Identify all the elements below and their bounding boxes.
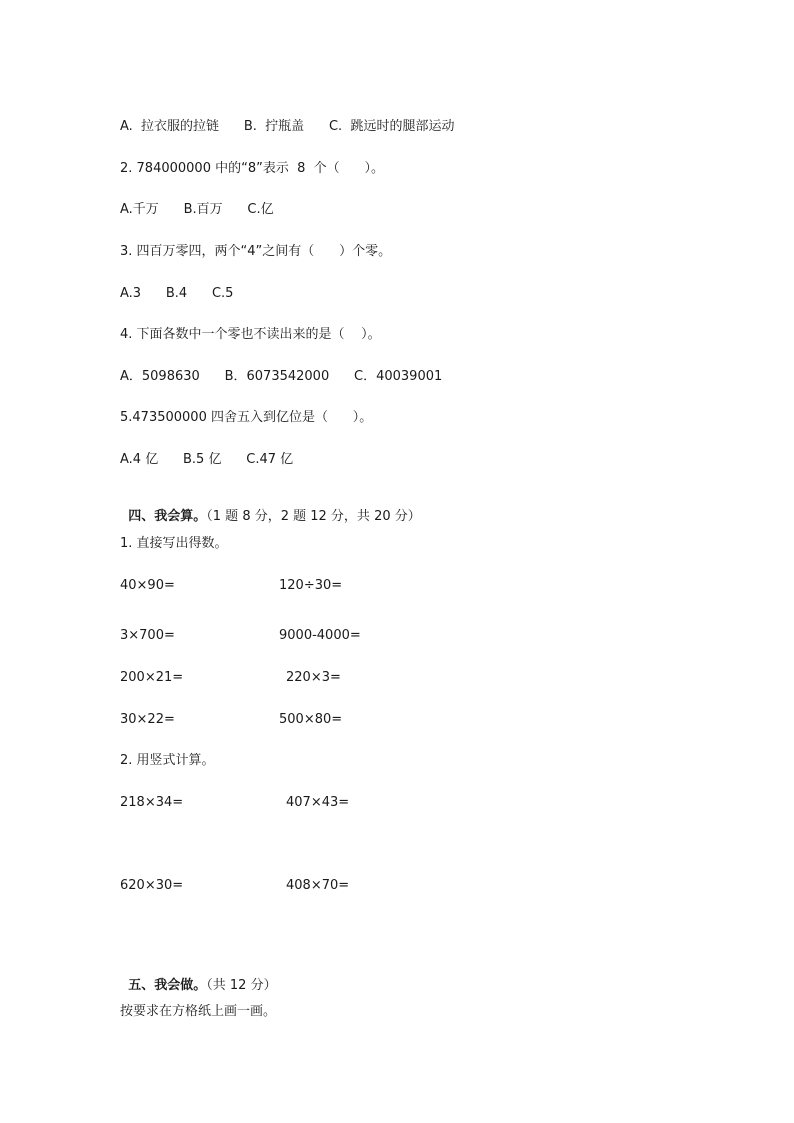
question-4: 4. 下面各数中一个零也不读出来的是（ ）。 [120, 327, 381, 342]
section-4-title: 四、我会算。 [128, 509, 207, 524]
oral-problem: 220×3= [286, 670, 341, 685]
section-4-part-1-title: 1. 直接写出得数。 [120, 536, 228, 551]
oral-problem: 9000-4000= [279, 628, 361, 643]
section-5-note: （共 12 分） [206, 978, 277, 993]
section-5-title: 五、我会做。 [128, 978, 207, 993]
q3-options: A.3 B.4 C.5 [120, 286, 234, 301]
oral-problem: 200×21= [120, 670, 184, 685]
section-4-part-2-title: 2. 用竖式计算。 [120, 753, 215, 768]
vertical-problem: 218×34= [120, 795, 184, 810]
question-5: 5.473500000 四舍五入到亿位是（ ）。 [120, 410, 373, 425]
oral-problem: 3×700= [120, 628, 175, 643]
oral-problem: 120÷30= [279, 578, 343, 593]
q4-options: A．5098630 B．6073542000 C．40039001 [120, 369, 443, 384]
oral-problem: 30×22= [120, 712, 175, 727]
section-4-heading [120, 493, 421, 525]
section-5-instruction: 按要求在方格纸上画一画。 [120, 1004, 277, 1019]
section-5-heading [120, 962, 277, 994]
question-3: 3. 四百万零四，两个“4”之间有（ ）个零。 [120, 244, 392, 259]
question-2: 2. 784000000 中的“8”表示 8 个（ ）。 [120, 161, 384, 176]
vertical-problem: 620×30= [120, 878, 184, 893]
vertical-problem: 408×70= [286, 878, 350, 893]
vertical-problem: 407×43= [286, 795, 350, 810]
oral-problem: 40×90= [120, 578, 175, 593]
q2-options: A.千万 B.百万 C.亿 [120, 202, 274, 217]
section-4-note: （1 题 8 分，2 题 12 分，共 20 分） [206, 509, 421, 524]
oral-problem: 500×80= [279, 712, 343, 727]
q5-options: A.4 亿 B.5 亿 C.47 亿 [120, 452, 294, 467]
q1-options: A. 拉衣服的拉链 B. 拧瓶盖 C. 跳远时的腿部运动 [120, 119, 455, 134]
